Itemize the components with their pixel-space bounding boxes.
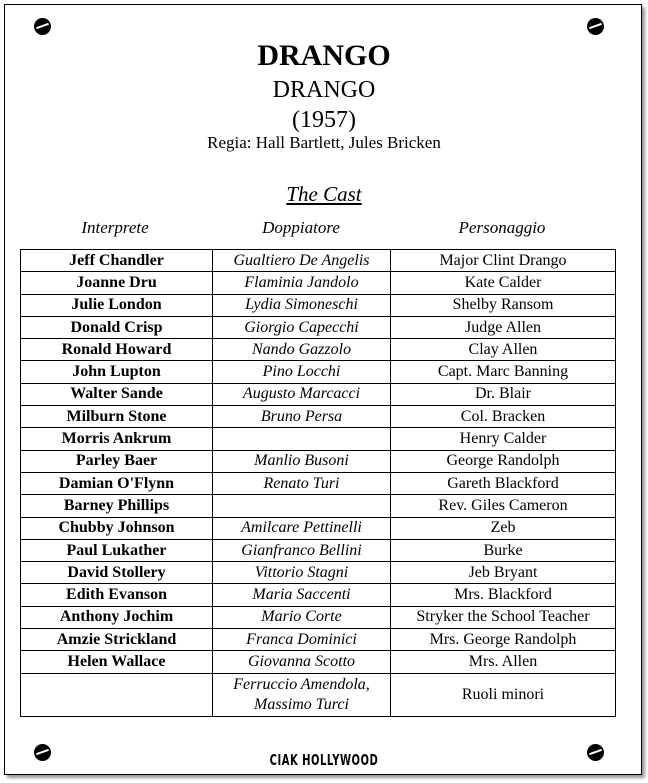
actor-cell: Chubby Johnson bbox=[21, 517, 213, 539]
role-cell: Capt. Marc Banning bbox=[391, 361, 616, 383]
actor-cell: Damian O'Flynn bbox=[21, 472, 213, 494]
table-row bbox=[21, 450, 616, 472]
actor-cell: John Lupton bbox=[21, 361, 213, 383]
actor-cell: Parley Baer bbox=[21, 450, 213, 472]
actor-cell: Anthony Jochim bbox=[21, 606, 213, 628]
role-cell: Zeb bbox=[391, 517, 616, 539]
voice-cell: Augusto Marcacci bbox=[213, 383, 391, 405]
actor-cell: Ronald Howard bbox=[21, 339, 213, 361]
voice-cell: Pino Locchi bbox=[213, 361, 391, 383]
director-credit: Regia: Hall Bartlett, Jules Bricken bbox=[207, 133, 441, 152]
voice-cell: Maria Saccenti bbox=[213, 584, 391, 606]
table-row bbox=[21, 406, 616, 428]
role-cell: Mrs. Blackford bbox=[391, 584, 616, 606]
actor-cell: Paul Lukather bbox=[21, 539, 213, 561]
actor-cell: Morris Ankrum bbox=[21, 428, 213, 450]
voice-cell bbox=[213, 428, 391, 450]
release-year: (1957) bbox=[292, 107, 356, 133]
role-cell: Jeb Bryant bbox=[391, 562, 616, 584]
role-cell: Mrs. Allen bbox=[391, 651, 616, 673]
table-row bbox=[21, 361, 616, 383]
voice-cell: Flaminia Jandolo bbox=[213, 272, 391, 294]
role-cell: Shelby Ransom bbox=[391, 294, 616, 316]
role-cell: Col. Bracken bbox=[391, 406, 616, 428]
voice-cell: Bruno Persa bbox=[213, 406, 391, 428]
screw-icon bbox=[587, 18, 604, 35]
role-cell: Major Clint Drango bbox=[391, 250, 616, 272]
role-cell: Burke bbox=[391, 539, 616, 561]
role-cell: Ruoli minori bbox=[391, 673, 616, 716]
voice-cell: Lydia Simoneschi bbox=[213, 294, 391, 316]
role-cell: Stryker the School Teacher bbox=[391, 606, 616, 628]
table-row bbox=[21, 383, 616, 405]
actor-cell: Donald Crisp bbox=[21, 316, 213, 338]
table-row bbox=[21, 272, 616, 294]
table-row bbox=[21, 316, 616, 338]
voice-cell bbox=[213, 673, 391, 716]
cast-table bbox=[20, 249, 616, 717]
table-row bbox=[21, 562, 616, 584]
table-row-minor-roles bbox=[21, 673, 616, 716]
table-row bbox=[21, 339, 616, 361]
actor-cell: Walter Sande bbox=[21, 383, 213, 405]
role-cell: Judge Allen bbox=[391, 316, 616, 338]
voice-cell: Giorgio Capecchi bbox=[213, 316, 391, 338]
table-row bbox=[21, 517, 616, 539]
column-header-role: Personaggio bbox=[458, 218, 546, 237]
ciak-hollywood-logo: CIAK HOLLYWOOD bbox=[269, 753, 379, 770]
table-row bbox=[21, 495, 616, 517]
role-cell: Gareth Blackford bbox=[391, 472, 616, 494]
voice-cell: Gualtiero De Angelis bbox=[213, 250, 391, 272]
role-cell: Henry Calder bbox=[391, 428, 616, 450]
table-row bbox=[21, 584, 616, 606]
actor-cell: Barney Phillips bbox=[21, 495, 213, 517]
voice-cell: Vittorio Stagni bbox=[213, 562, 391, 584]
role-cell: Clay Allen bbox=[391, 339, 616, 361]
table-row bbox=[21, 629, 616, 651]
voice-cell: Nando Gazzolo bbox=[213, 339, 391, 361]
actor-cell: Milburn Stone bbox=[21, 406, 213, 428]
voice-line: Massimo Turci bbox=[254, 695, 349, 713]
screw-icon bbox=[34, 18, 51, 35]
column-header-actor: Interprete bbox=[81, 218, 149, 237]
actor-cell: Edith Evanson bbox=[21, 584, 213, 606]
page-title: DRANGO bbox=[257, 39, 391, 72]
actor-cell: Jeff Chandler bbox=[21, 250, 213, 272]
table-row bbox=[21, 428, 616, 450]
voice-cell: Giovanna Scotto bbox=[213, 651, 391, 673]
role-cell: George Randolph bbox=[391, 450, 616, 472]
voice-cell bbox=[213, 495, 391, 517]
actor-cell: David Stollery bbox=[21, 562, 213, 584]
table-row bbox=[21, 472, 616, 494]
table-row bbox=[21, 651, 616, 673]
role-cell: Mrs. George Randolph bbox=[391, 629, 616, 651]
actor-cell: Joanne Dru bbox=[21, 272, 213, 294]
table-row bbox=[21, 250, 616, 272]
voice-cell: Mario Corte bbox=[213, 606, 391, 628]
voice-cell: Gianfranco Bellini bbox=[213, 539, 391, 561]
voice-cell: Renato Turi bbox=[213, 472, 391, 494]
voice-cell: Amilcare Pettinelli bbox=[213, 517, 391, 539]
cast-heading: The Cast bbox=[286, 182, 362, 206]
role-cell: Kate Calder bbox=[391, 272, 616, 294]
actor-cell: Helen Wallace bbox=[21, 651, 213, 673]
actor-cell: Julie London bbox=[21, 294, 213, 316]
actor-cell: Amzie Strickland bbox=[21, 629, 213, 651]
voice-cell: Manlio Busoni bbox=[213, 450, 391, 472]
role-cell: Rev. Giles Cameron bbox=[391, 495, 616, 517]
column-header-voice: Doppiatore bbox=[262, 218, 340, 237]
role-cell: Dr. Blair bbox=[391, 383, 616, 405]
voice-line: Ferruccio Amendola, bbox=[233, 675, 370, 693]
table-row bbox=[21, 294, 616, 316]
table-row bbox=[21, 606, 616, 628]
actor-cell bbox=[21, 673, 213, 716]
voice-cell: Franca Dominici bbox=[213, 629, 391, 651]
table-row bbox=[21, 539, 616, 561]
italian-title: DRANGO bbox=[272, 77, 376, 103]
